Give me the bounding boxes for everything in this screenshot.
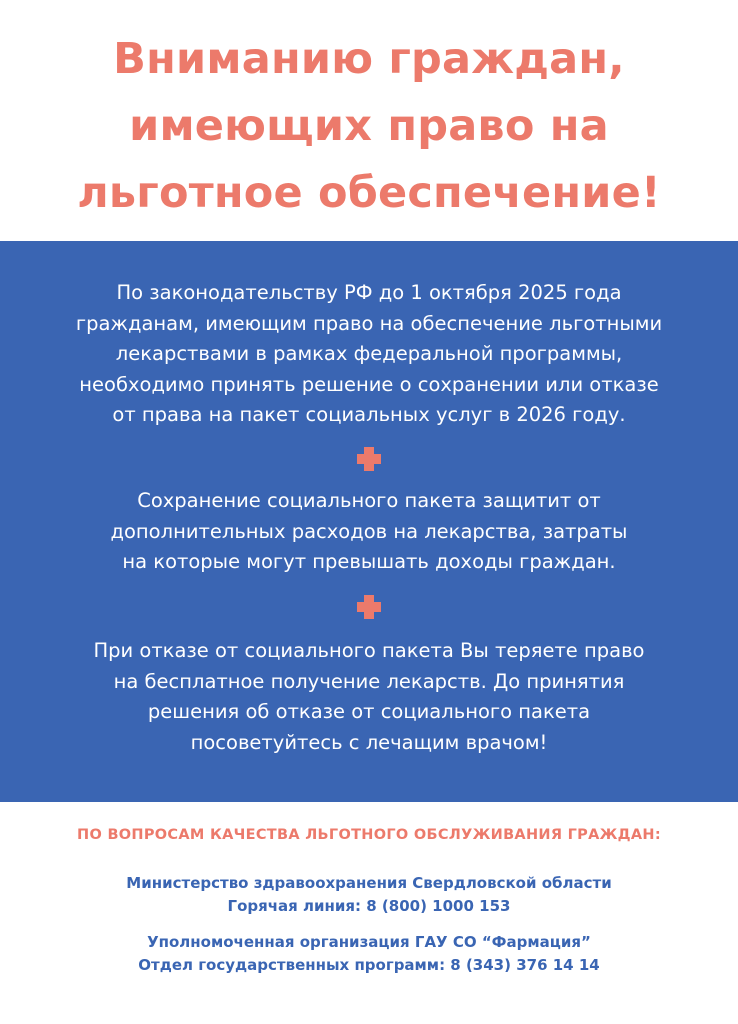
info-paragraph-law (0, 278, 738, 431)
paragraph-line: необходимо принять решение о сохранении или отказе (79, 372, 659, 396)
paragraph-line: решения об отказе от социального пакета (147, 700, 591, 723)
info-panel (0, 241, 738, 802)
contact-organization-name: Уполномоченная организация ГАУ СО “Фармация” (147, 933, 591, 951)
paragraph-line: лекарствами в рамках федеральной программы, (115, 342, 623, 365)
paragraph-line: По законодательству РФ до 1 октября 2025 года (116, 281, 622, 304)
plus-icon (357, 447, 381, 471)
contact-ministry (0, 872, 738, 918)
paragraph-line: При отказе от социального пакета Вы теряете право (93, 639, 645, 662)
paragraph-line: от права на пакет социальных услуг в 2026 году. (112, 403, 626, 426)
paragraph-line: гражданам, имеющим право на обеспечение льготными (75, 311, 663, 335)
page-title-line: Вниманию граждан, (113, 34, 625, 84)
paragraph-line: на которые могут превышать доходы граждан. (122, 550, 616, 573)
contact-ministry-name: Министерство здравоохранения Свердловской области (126, 874, 612, 892)
contact-organization-department: Отдел государственных программ: 8 (343) 376 14 14 (138, 956, 600, 974)
contact-organization (0, 931, 738, 977)
page-title-line: льготное обеспечение! (77, 168, 661, 218)
page-title (0, 26, 738, 227)
info-paragraph-benefit (0, 486, 738, 578)
contacts-heading: ПО ВОПРОСАМ КАЧЕСТВА ЛЬГОТНОГО ОБСЛУЖИВАНИЯ ГРАЖДАН: (77, 827, 661, 843)
contact-ministry-hotline: Горячая линия: 8 (800) 1000 153 (227, 897, 511, 915)
paragraph-line: Сохранение социального пакета защитит от (137, 489, 601, 512)
paragraph-line: на бесплатное получение лекарств. До принятия (113, 669, 625, 693)
paragraph-line: дополнительных расходов на лекарства, затраты (110, 519, 628, 543)
info-paragraph-warning (0, 636, 738, 758)
page-title-line: имеющих право на (129, 101, 609, 151)
paragraph-line: посоветуйтесь с лечащим врачом! (190, 730, 548, 754)
plus-icon (357, 595, 381, 619)
